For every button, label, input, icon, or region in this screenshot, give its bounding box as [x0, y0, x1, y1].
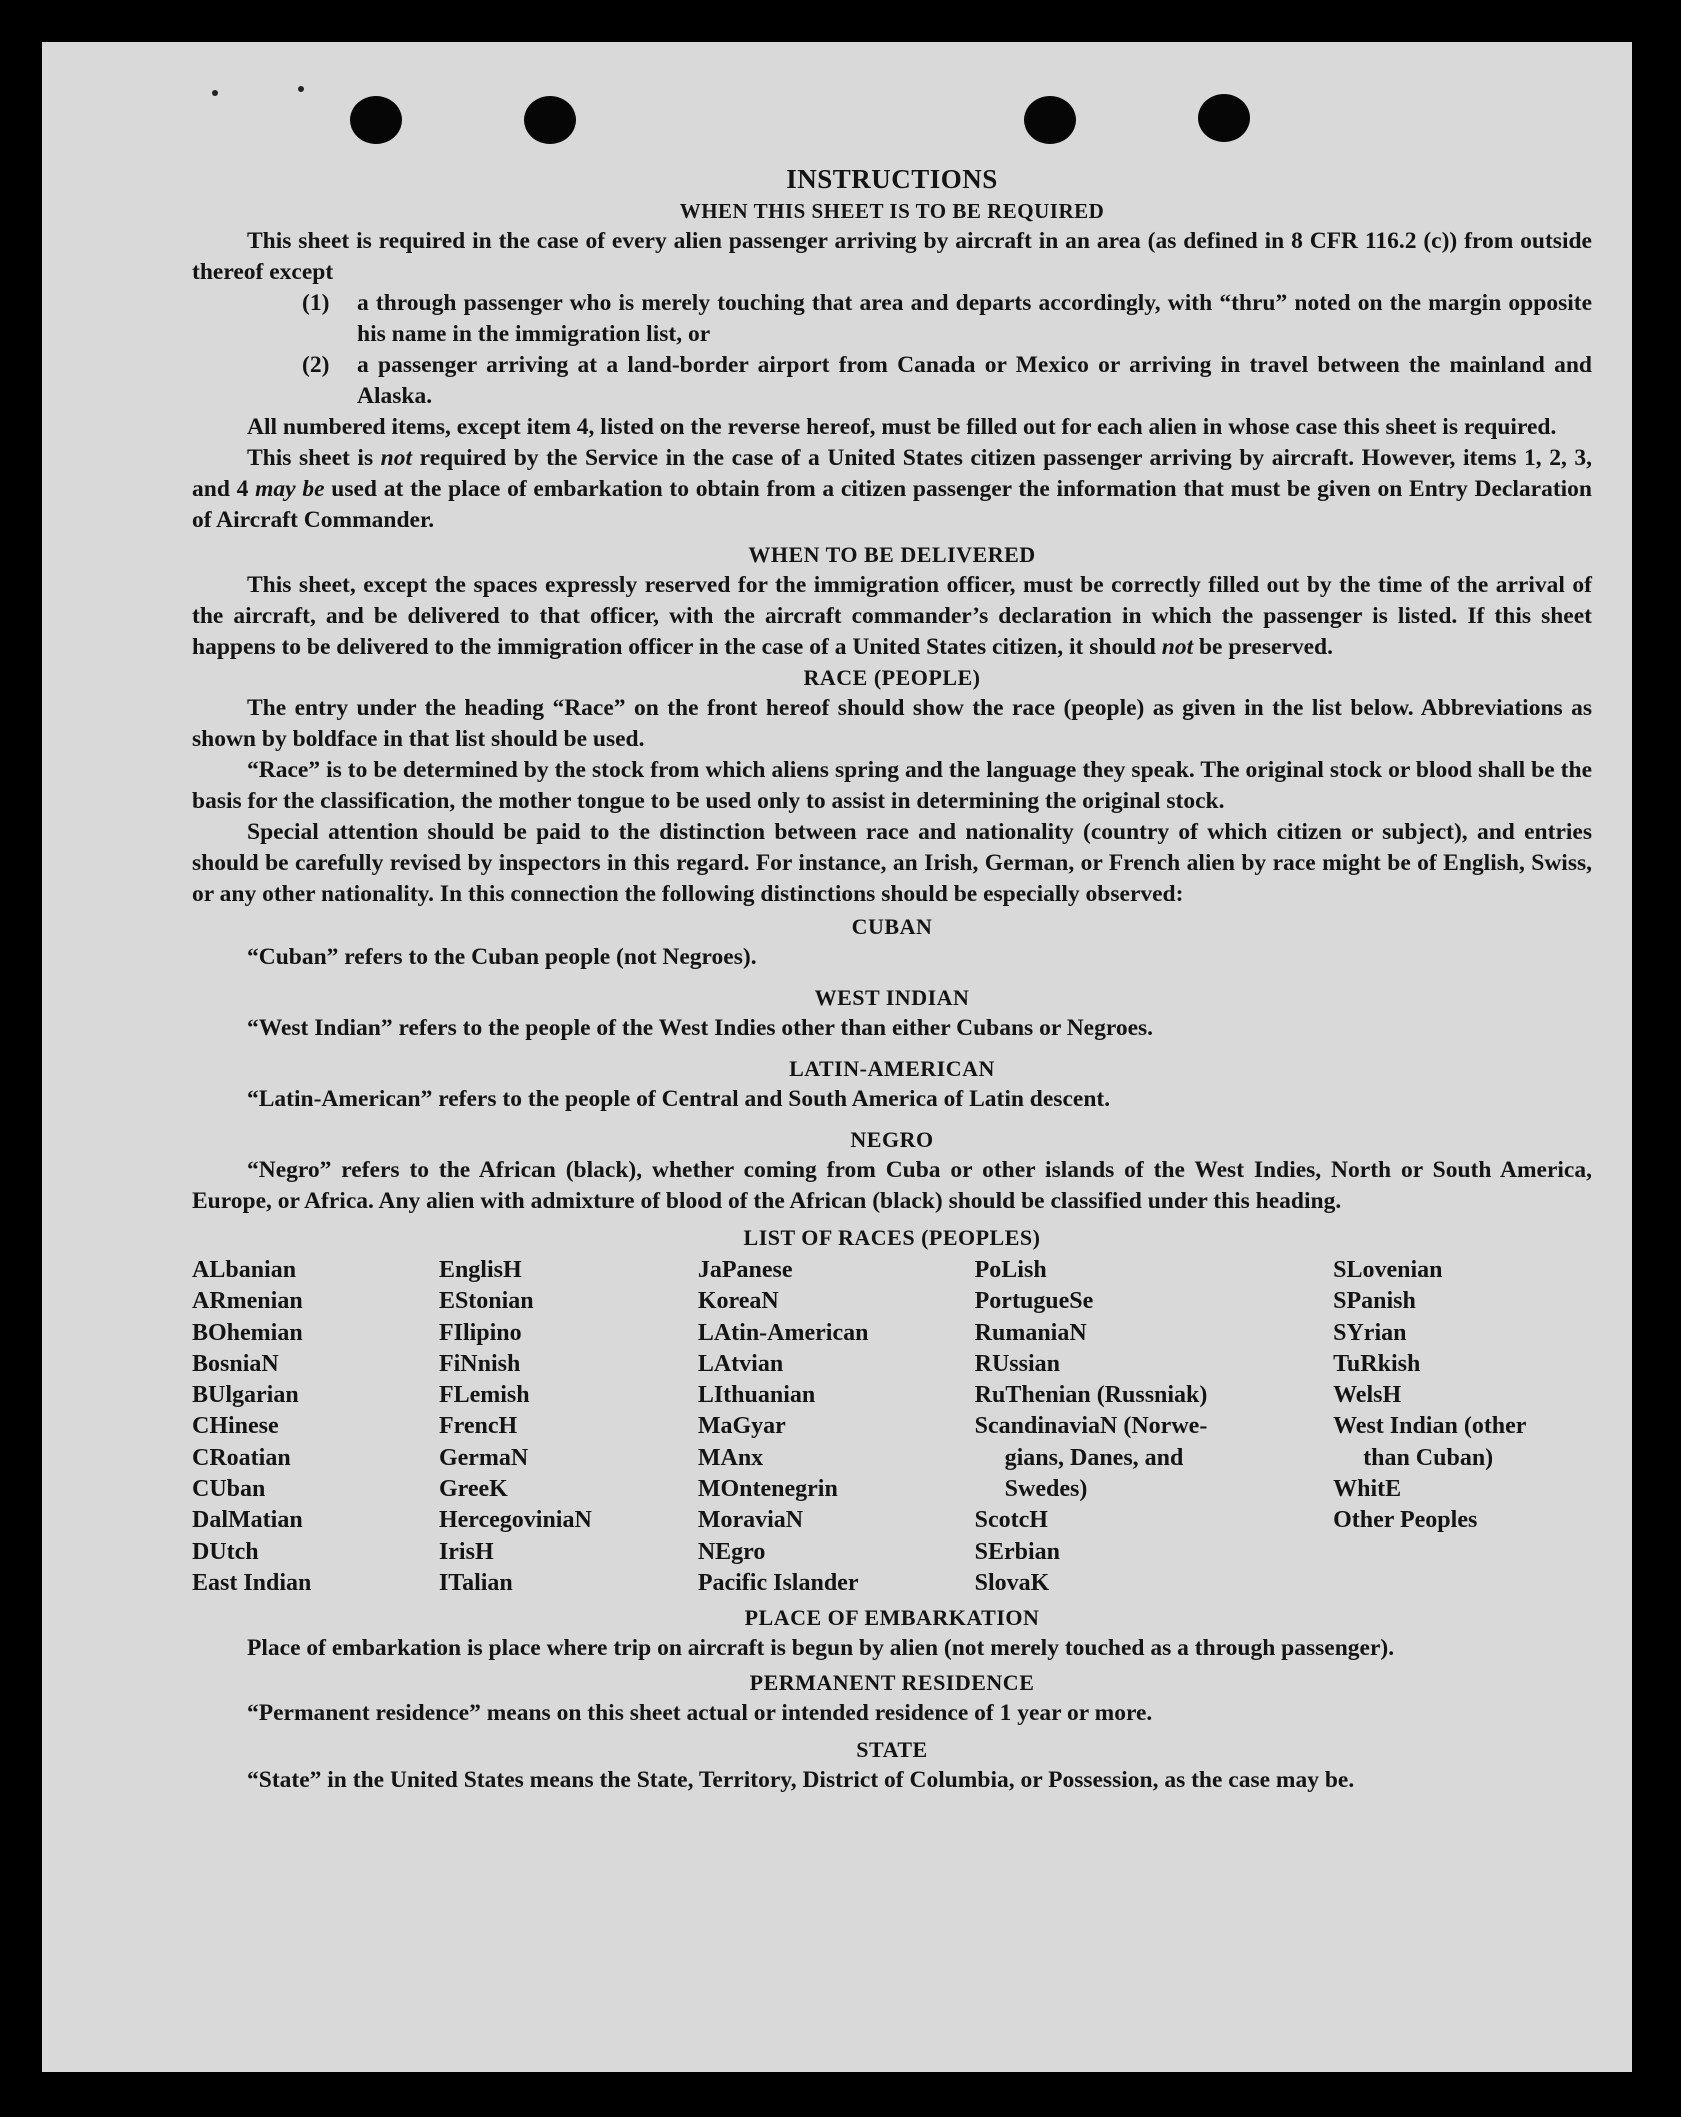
race-entry: FrencH [438, 1413, 518, 1440]
race-entry: SLovenian [1333, 1257, 1443, 1283]
race-entry: PortugueSe [974, 1288, 1094, 1315]
races-column [1333, 1255, 1592, 1599]
race-entry: ScotcH [974, 1507, 1048, 1534]
race-paragraph: Special attention should be paid to the distinction between race and nationality (country of which citizen or subject), and entries should be carefully revised by inspectors in this regard. For instance, an Irish, German, or French alien by race might be of English, Swiss, or any other nationality. In this connection the following distinctions should be especially observed: [192, 819, 1592, 907]
race-entry: EStonian [438, 1288, 534, 1315]
race-entry: CHinese [192, 1413, 279, 1440]
residence-text: “Permanent residence” means on this sheet actual or intended residence of 1 year or more. [247, 1700, 1153, 1727]
west-indian-text: “West Indian” refers to the people of the West Indies other than either Cubans or Negroes. [247, 1015, 1154, 1041]
instructions-content [192, 162, 1592, 1796]
punch-hole [1198, 94, 1250, 142]
race-entry: IrisH [438, 1538, 494, 1565]
race-entry: FiNnish [438, 1350, 521, 1377]
heading-negro: NEGRO [850, 1127, 934, 1152]
required-paragraph: All numbered items, except item 4, listed on the reverse hereof, must be filled out for each alien in whose case this sheet is required. [247, 414, 1557, 440]
race-entry: ScandinaviaN (Norwe- [974, 1413, 1208, 1440]
race-entry: FLemish [438, 1382, 530, 1409]
race-entry: FIlipino [438, 1319, 522, 1346]
heading-latin-american: LATIN-AMERICAN [789, 1056, 995, 1081]
race-entry: SYrian [1333, 1319, 1407, 1346]
race-entry: GermaN [438, 1444, 529, 1471]
heading-required: WHEN THIS SHEET IS TO BE REQUIRED [679, 199, 1105, 223]
exception-item [302, 288, 1592, 350]
punch-hole [524, 96, 576, 144]
race-entry: MAnx [697, 1444, 764, 1471]
heading-state: STATE [856, 1737, 928, 1763]
punch-hole [1024, 96, 1076, 144]
state-text: “State” in the United States means the State, Territory, District of Columbia, or Possession, as the case may be. [247, 1767, 1355, 1794]
race-entry: RuThenian (Russniak) [974, 1382, 1208, 1409]
citizen-paragraph: This sheet is not required by the Service in the case of a United States citizen passenger arriving by aircraft. However, items 1, 2, 3, and 4 may be used at the place of embarkation to obtain from a citizen passenger the information that must be given on Entry Declaration of Aircraft Commander. [192, 445, 1593, 533]
race-entry: BosniaN [192, 1350, 279, 1377]
heading-delivered: WHEN TO BE DELIVERED [748, 542, 1036, 567]
item-number: (1) [302, 290, 330, 316]
race-entry: MoraviaN [697, 1507, 804, 1534]
item-text: a through passenger who is merely touching that area and departs accordingly, with “thru” noted on the margin opposite his name in the immigration list, or [357, 290, 1592, 347]
race-entry: SPanish [1333, 1288, 1416, 1315]
race-entry: Other Peoples [1333, 1507, 1478, 1534]
race-entry: NEgro [697, 1538, 766, 1565]
race-entry: EnglisH [438, 1257, 522, 1283]
heading-residence: PERMANENT RESIDENCE [749, 1670, 1035, 1696]
item-text: a passenger arriving at a land-border airport from Canada or Mexico or arriving in travel between the mainland and Alaska. [357, 352, 1592, 409]
race-entry: DalMatian [192, 1507, 303, 1534]
heading-embarkation: PLACE OF EMBARKATION [744, 1605, 1040, 1631]
heading-cuban: CUBAN [851, 914, 933, 939]
race-entry: Pacific Islander [697, 1569, 859, 1596]
race-entry: LAtvian [697, 1350, 784, 1377]
race-entry: KoreaN [697, 1288, 779, 1315]
race-entry: PoLish [974, 1257, 1047, 1283]
race-entry-continued: than Cuban) [1363, 1444, 1494, 1471]
race-entry: JaPanese [697, 1257, 793, 1283]
race-entry: DUtch [192, 1538, 259, 1565]
race-entry: East Indian [192, 1569, 312, 1596]
race-entry: HercegoviniaN [438, 1507, 592, 1534]
race-entry: LAtin-American [697, 1319, 869, 1346]
race-entry: LIthuanian [697, 1382, 816, 1409]
cuban-text: “Cuban” refers to the Cuban people (not Negroes). [247, 944, 757, 970]
negro-text: “Negro” refers to the African (black), whether coming from Cuba or other islands of the West Indies, North or South America, Europe, or Africa. Any alien with admixture of blood of the African (black) should be classified under this heading. [192, 1157, 1592, 1214]
race-entry: MaGyar [697, 1413, 786, 1440]
race-entry-continued: Swedes) [1004, 1476, 1088, 1503]
page-title: INSTRUCTIONS [786, 164, 998, 194]
races-list [192, 1255, 1592, 1599]
race-entry: RUssian [974, 1350, 1060, 1377]
race-entry: ALbanian [192, 1257, 297, 1283]
heading-list-of-races: LIST OF RACES (PEOPLES) [743, 1225, 1041, 1250]
race-entry: CUban [192, 1476, 266, 1503]
race-entry: ARmenian [192, 1288, 303, 1315]
race-entry: RumaniaN [974, 1319, 1087, 1346]
race-entry: WhitE [1333, 1476, 1402, 1503]
delivered-paragraph: This sheet, except the spaces expressly reserved for the immigration officer, must be correctly filled out by the time of the arrival of the aircraft, and be delivered to that officer, with the aircraft commander’s declaration in which the passenger is listed. If this sheet happens to be delivered to the immigration officer in the case of a United States citizen, it should not be preserved. [192, 572, 1592, 660]
race-entry: CRoatian [192, 1444, 291, 1471]
embarkation-text: Place of embarkation is place where trip on aircraft is begun by alien (not merely touched as a through passenger). [247, 1635, 1395, 1662]
race-entry-continued: gians, Danes, and [1004, 1444, 1184, 1471]
races-column [192, 1255, 439, 1599]
races-column [698, 1255, 975, 1599]
race-entry: GreeK [438, 1476, 508, 1503]
paper-speck [298, 86, 304, 92]
race-entry: SlovaK [974, 1569, 1050, 1596]
exception-item [302, 350, 1592, 412]
latin-american-text: “Latin-American” refers to the people of Central and South America of Latin descent. [247, 1086, 1111, 1112]
punch-hole [350, 96, 402, 144]
race-entry: BOhemian [192, 1319, 303, 1346]
paper-speck [212, 90, 218, 96]
required-intro: This sheet is required in the case of every alien passenger arriving by aircraft in an area (as defined in 8 CFR 116.2 (c)) from outside thereof except [192, 228, 1592, 285]
race-entry: SErbian [974, 1538, 1061, 1565]
races-column [975, 1255, 1333, 1599]
item-number: (2) [302, 352, 330, 378]
race-entry: ITalian [438, 1569, 513, 1596]
race-entry: BUlgarian [192, 1382, 299, 1409]
heading-race: RACE (PEOPLE) [803, 665, 981, 690]
race-paragraph: “Race” is to be determined by the stock from which aliens spring and the language they speak. The original stock or blood shall be the basis for the classification, the mother tongue to be used only to assist in determining the original stock. [192, 757, 1592, 814]
race-paragraph: The entry under the heading “Race” on the front hereof should show the race (people) as given in the list below. Abbreviations as shown by boldface in that list should be used. [192, 695, 1592, 752]
race-entry: WelsH [1333, 1382, 1402, 1409]
document-page [42, 42, 1632, 2072]
race-entry: TuRkish [1333, 1350, 1421, 1377]
race-entry: MOntenegrin [697, 1476, 838, 1503]
races-column [439, 1255, 698, 1599]
heading-west-indian: WEST INDIAN [814, 985, 970, 1010]
race-entry: West Indian (other [1333, 1413, 1527, 1440]
